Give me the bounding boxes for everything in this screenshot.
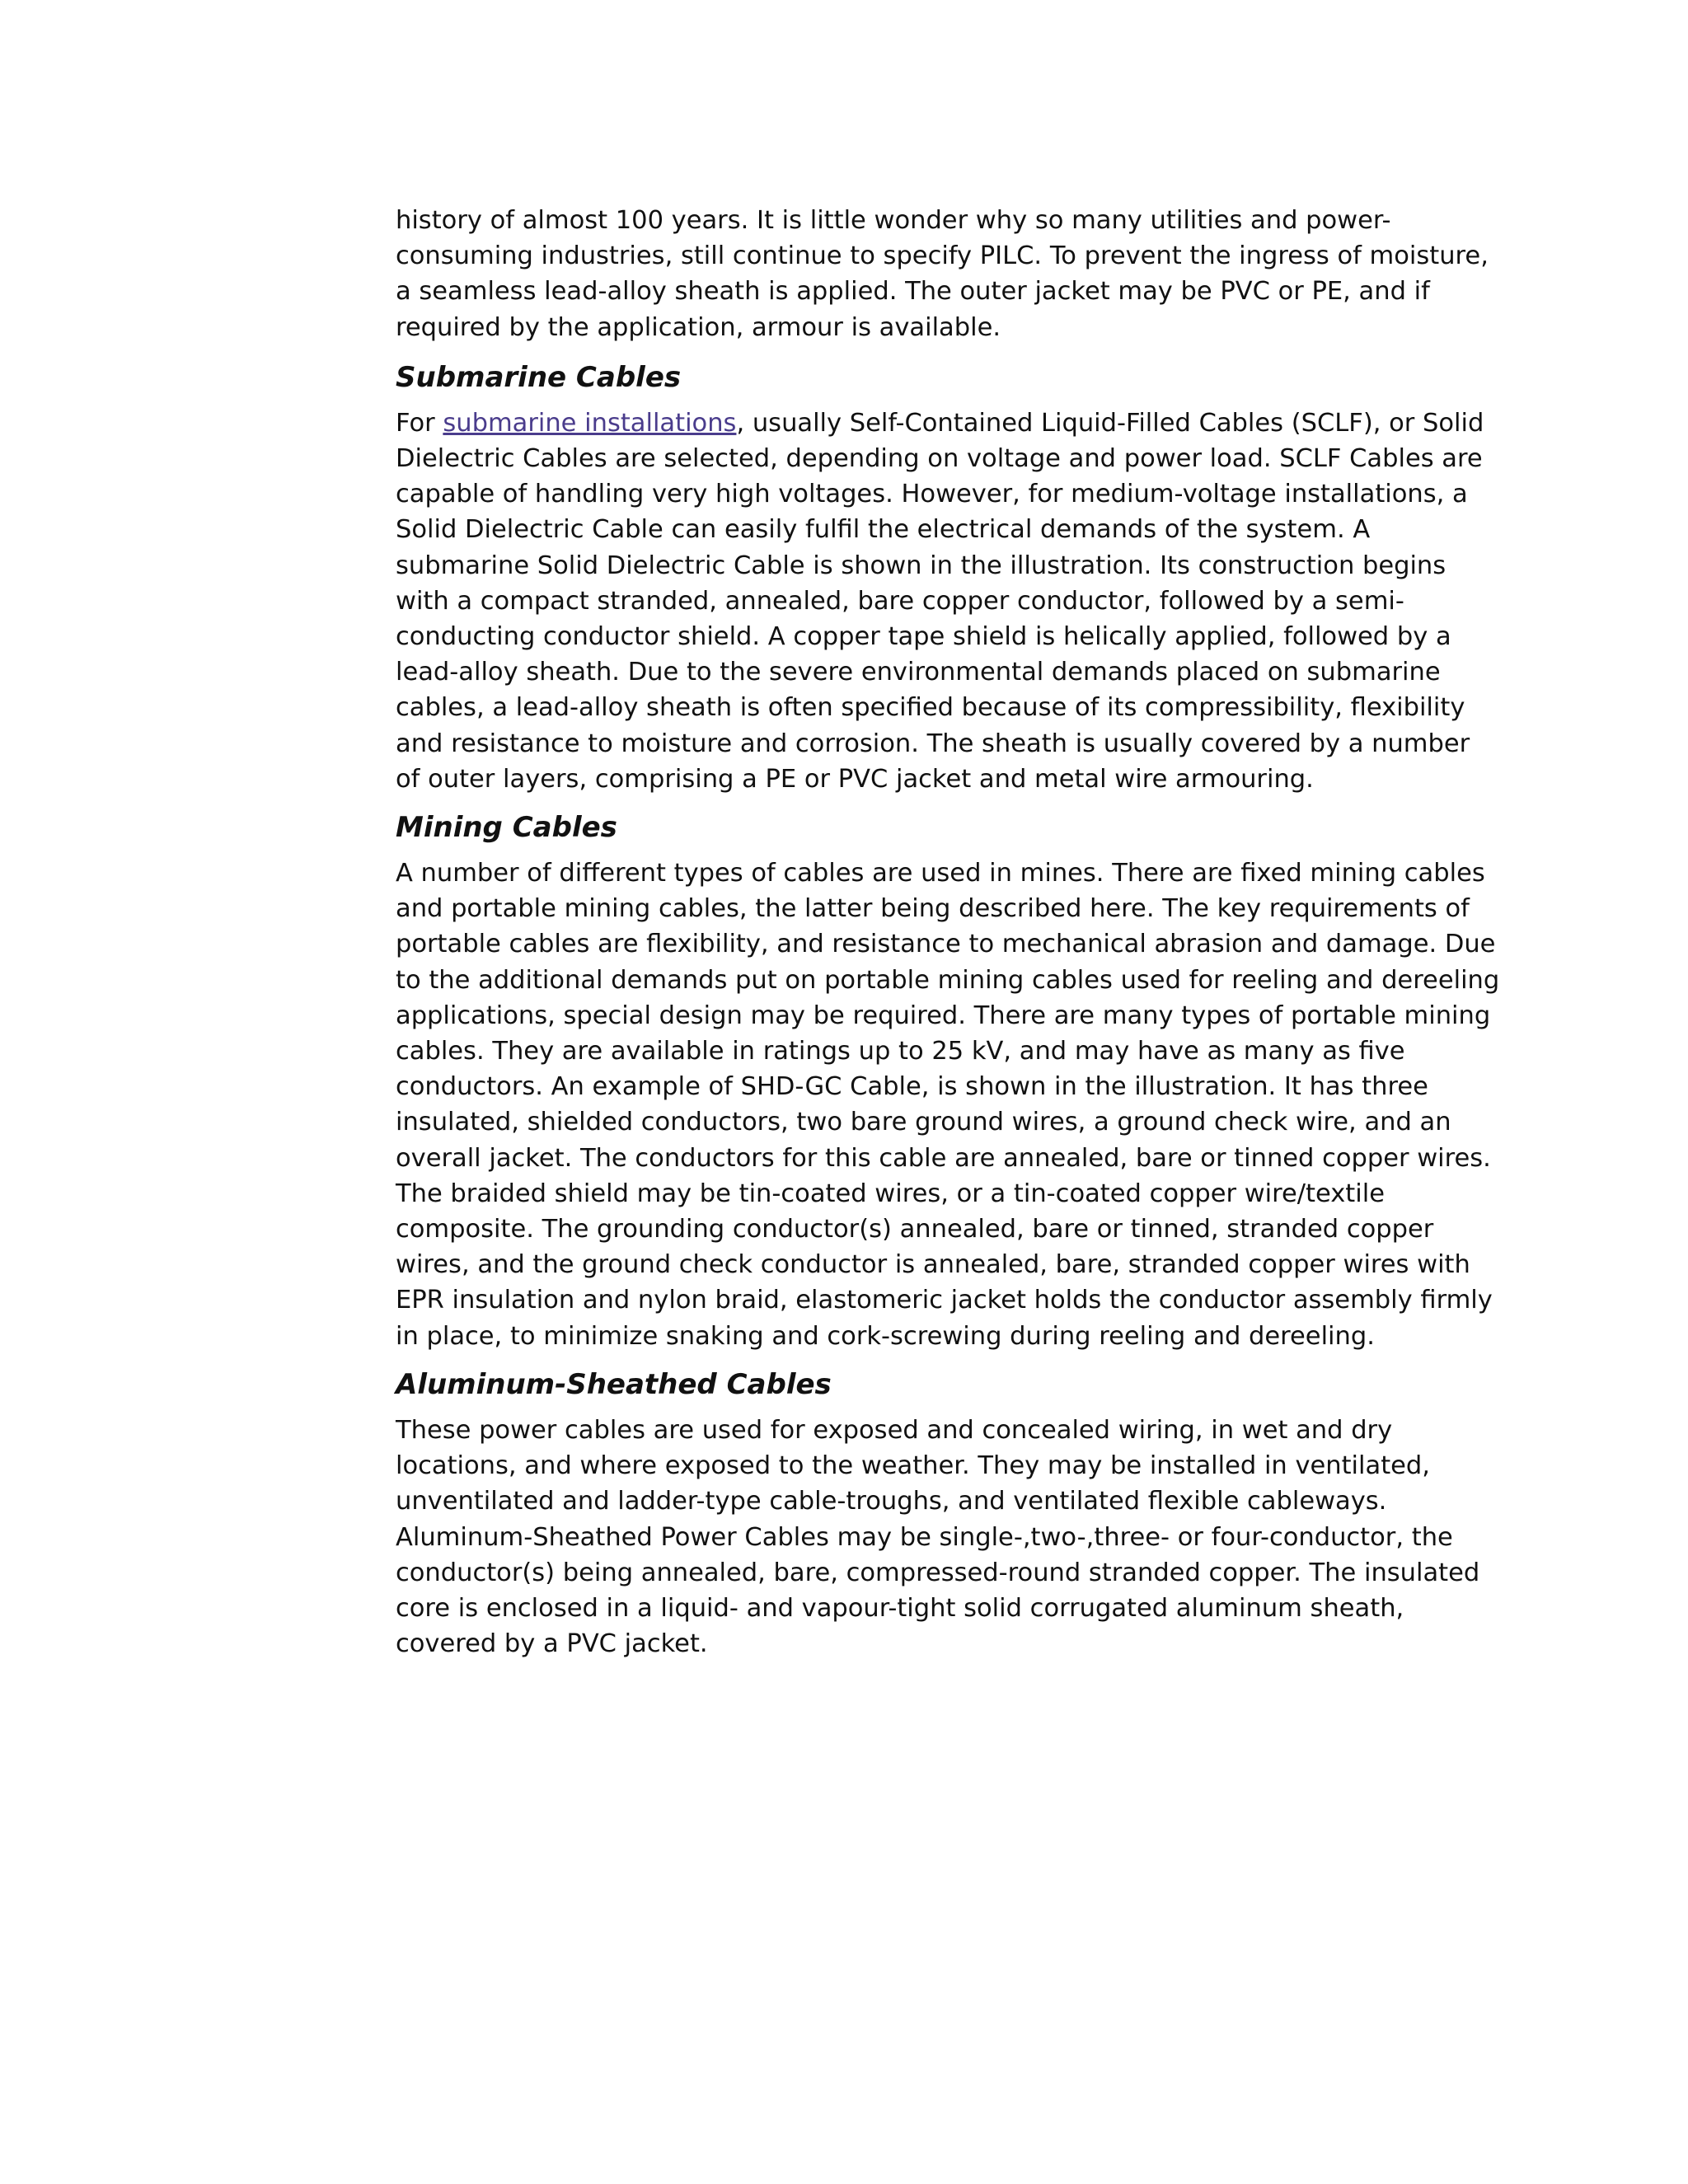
document-body [396, 203, 1500, 1674]
section-submarine-cables [396, 359, 1500, 797]
submarine-cables-paragraph [396, 405, 1500, 797]
submarine-text-before-link: For [396, 408, 443, 438]
aluminum-sheathed-cables-paragraph: These power cables are used for exposed and concealed wiring, in wet and dry locations, and where exposed to the weather. They may be installed in ventilated, unventilated and ladder-type cable-troughs, and ventilated flexible cableways. Aluminum-Sheathed Power Cables may be single-,two-,three- or four-conductor, the conductor(s) being annealed, bare, compressed-round stranded copper. The insulated core is enclosed in a liquid- and vapour-tight solid corrugated aluminum sheath, covered by a PVC jacket. [396, 1415, 1480, 1659]
section-mining-cables [396, 809, 1500, 1354]
mining-cables-heading: Mining Cables [396, 811, 617, 845]
aluminum-sheathed-cables-heading: Aluminum-Sheathed Cables [396, 1367, 832, 1401]
submarine-installations-link[interactable]: submarine installations [443, 408, 737, 438]
submarine-cables-heading: Submarine Cables [396, 360, 682, 394]
mining-cables-paragraph: A number of different types of cables are used in mines. There are fixed mining cables and portable mining cables, the latter being described here. The key requirements of portable cables are flexibility, and resistance to mechanical abrasion and damage. Due to the additional demands put on portable mining cables used for reeling and dereeling applications, special design may be required. There are many types of portable mining cables. They are available in ratings up to 25 kV, and may have as many as five conductors. An example of SHD-GC Cable, is shown in the illustration. It has three insulated, shielded conductors, two bare ground wires, a ground check wire, and an overall jacket. The conductors for this cable are annealed, bare or tinned copper wires. The braided shield may be tin-coated wires, or a tin-coated copper wire/textile composite. The grounding conductor(s) annealed, bare or tinned, stranded copper wires, and the ground check conductor is annealed, bare, stranded copper wires with EPR insulation and nylon braid, elastomeric jacket holds the conductor assembly firmly in place, to minimize snaking and cork-screwing during reeling and dereeling. [396, 859, 1500, 1351]
section-aluminum-sheathed-cables [396, 1366, 1500, 1661]
submarine-text-after-link: , usually Self-Contained Liquid-Filled Cables (SCLF), or Solid Dielectric Cables are selected, depending on voltage and power load. SCLF Cables are capable of handling very high voltages. However, for medium-voltage installations, a Solid Dielectric Cable can easily fulfil the electrical demands of the system. A submarine Solid Dielectric Cable is shown in the illustration. Its construction begins with a compact stranded, annealed, bare copper conductor, followed by a semi-conducting conductor shield. A copper tape shield is helically applied, followed by a lead-alloy sheath. Due to the severe environmental demands placed on submarine cables, a lead-alloy sheath is often specified because of its compressibility, flexibility and resistance to moisture and corrosion. The sheath is usually covered by a number of outer layers, comprising a PE or PVC jacket and metal wire armouring. [396, 408, 1484, 794]
intro-paragraph: history of almost 100 years. It is little wonder why so many utilities and power-consuming industries, still continue to specify PILC. To prevent the ingress of moisture, a seamless lead-alloy sheath is applied. The outer jacket may be PVC or PE, and if required by the application, armour is available. [396, 206, 1489, 342]
